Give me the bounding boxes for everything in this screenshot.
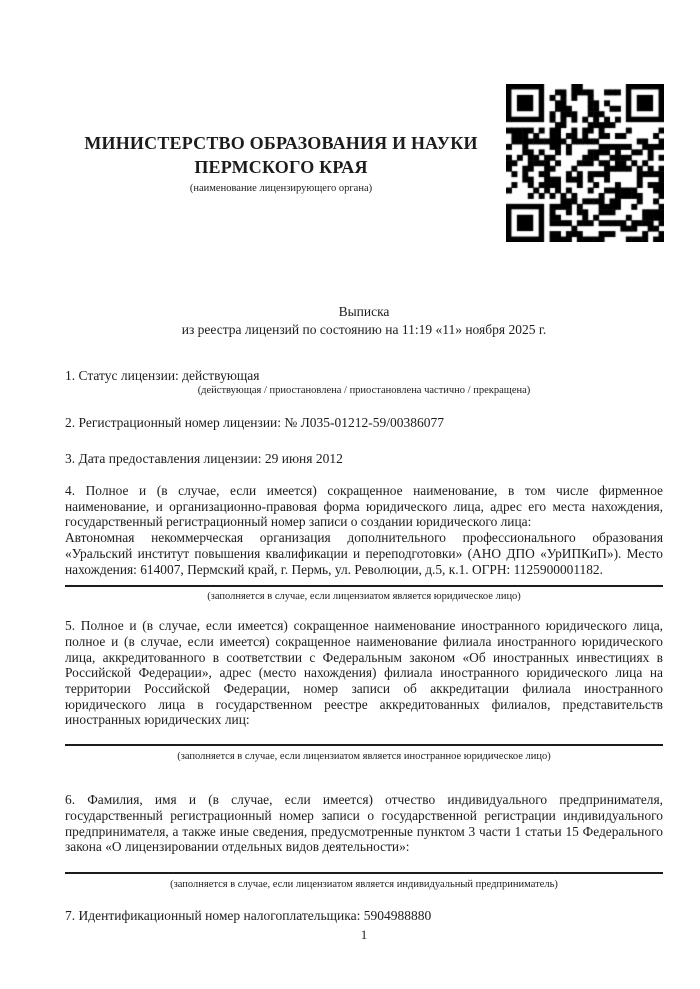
document-body	[65, 303, 663, 924]
ministry-name-line1: МИНИСТЕРСТВО ОБРАЗОВАНИЯ И НАУКИ	[84, 133, 478, 153]
foreign-entity-caption: (заполняется в случае, если лицензиатом является иностранное юридическое лицо)	[177, 751, 551, 763]
registration-number-line: 2. Регистрационный номер лицензии: № Л035-01212-59/00386077	[65, 415, 445, 430]
ministry-name-line2: ПЕРМСКОГО КРАЯ	[194, 157, 368, 177]
entrepreneur-divider	[65, 872, 663, 874]
license-grant-date-line: 3. Дата предоставления лицензии: 29 июня 2012	[65, 451, 343, 466]
legal-entity-divider	[65, 585, 663, 587]
licensing-authority-block	[65, 131, 497, 195]
document-title-block	[65, 303, 663, 339]
document-subtitle: из реестра лицензий по состоянию на 11:19 «11» ноября 2025 г.	[181, 322, 547, 337]
license-status-options-caption: (действующая / приостановлена / приостановлена частично / прекращена)	[197, 385, 531, 396]
license-status-line: 1. Статус лицензии: действующая	[65, 368, 260, 383]
legal-entity-caption: (заполняется в случае, если лицензиатом является юридическое лицо)	[207, 591, 521, 603]
page-number: 1	[360, 927, 368, 942]
entrepreneur-clause: 6. Фамилия, имя и (в случае, если имеется) отчество индивидуального предпринимателя, государственный регистрационный номер записи о государственной регистрации индивидуального предпринимателя, а также иные сведения, предусмотренные пунктом 3 части 1 статьи 15 Федерального закона «О лицензировании отдельных видов деятельности»:	[65, 792, 663, 855]
foreign-entity-divider	[65, 744, 663, 746]
legal-entity-value: Автономная некоммерческая организация дополнительного профессионального образования «Уральский институт повышения квалификации и переподготовки» (АНО ДПО «УрИПКиП»). Место нахождения: 614007, Пермский край, г. Пермь, ул. Революции, д.5, к.1. ОГРН: 1125900001182.	[65, 530, 663, 577]
ministry-caption: (наименование лицензирующего органа)	[189, 183, 373, 194]
taxpayer-id-line: 7. Идентификационный номер налогоплательщика: 5904988880	[65, 907, 432, 923]
foreign-entity-clause: 5. Полное и (в случае, если имеется) сокращенное наименование иностранного юридического лица, полное и (в случае, если имеется) сокращенное наименование филиала иностранного юридического лица, аккредитованного в соответствии с Федеральным законом «Об иностранных инвестициях в Российской Федерации», адрес (место нахождения) филиала иностранного юридического лица на территории Российской Федерации, номер записи об аккредитации филиала иностранного юридического лица в государственном реестре аккредитованных филиалов, представительств иностранных юридических лиц:	[65, 618, 663, 728]
entrepreneur-caption: (заполняется в случае, если лицензиатом является индивидуальный предприниматель)	[170, 878, 558, 890]
legal-entity-clause: 4. Полное и (в случае, если имеется) сокращенное наименование, в том числе фирменное наименование, и организационно-правовая форма юридического лица, адрес его места нахождения, государственный регистрационный номер записи о создании юридического лица:	[65, 483, 663, 530]
qr-code-icon	[506, 84, 664, 242]
document-title: Выписка	[338, 304, 390, 319]
